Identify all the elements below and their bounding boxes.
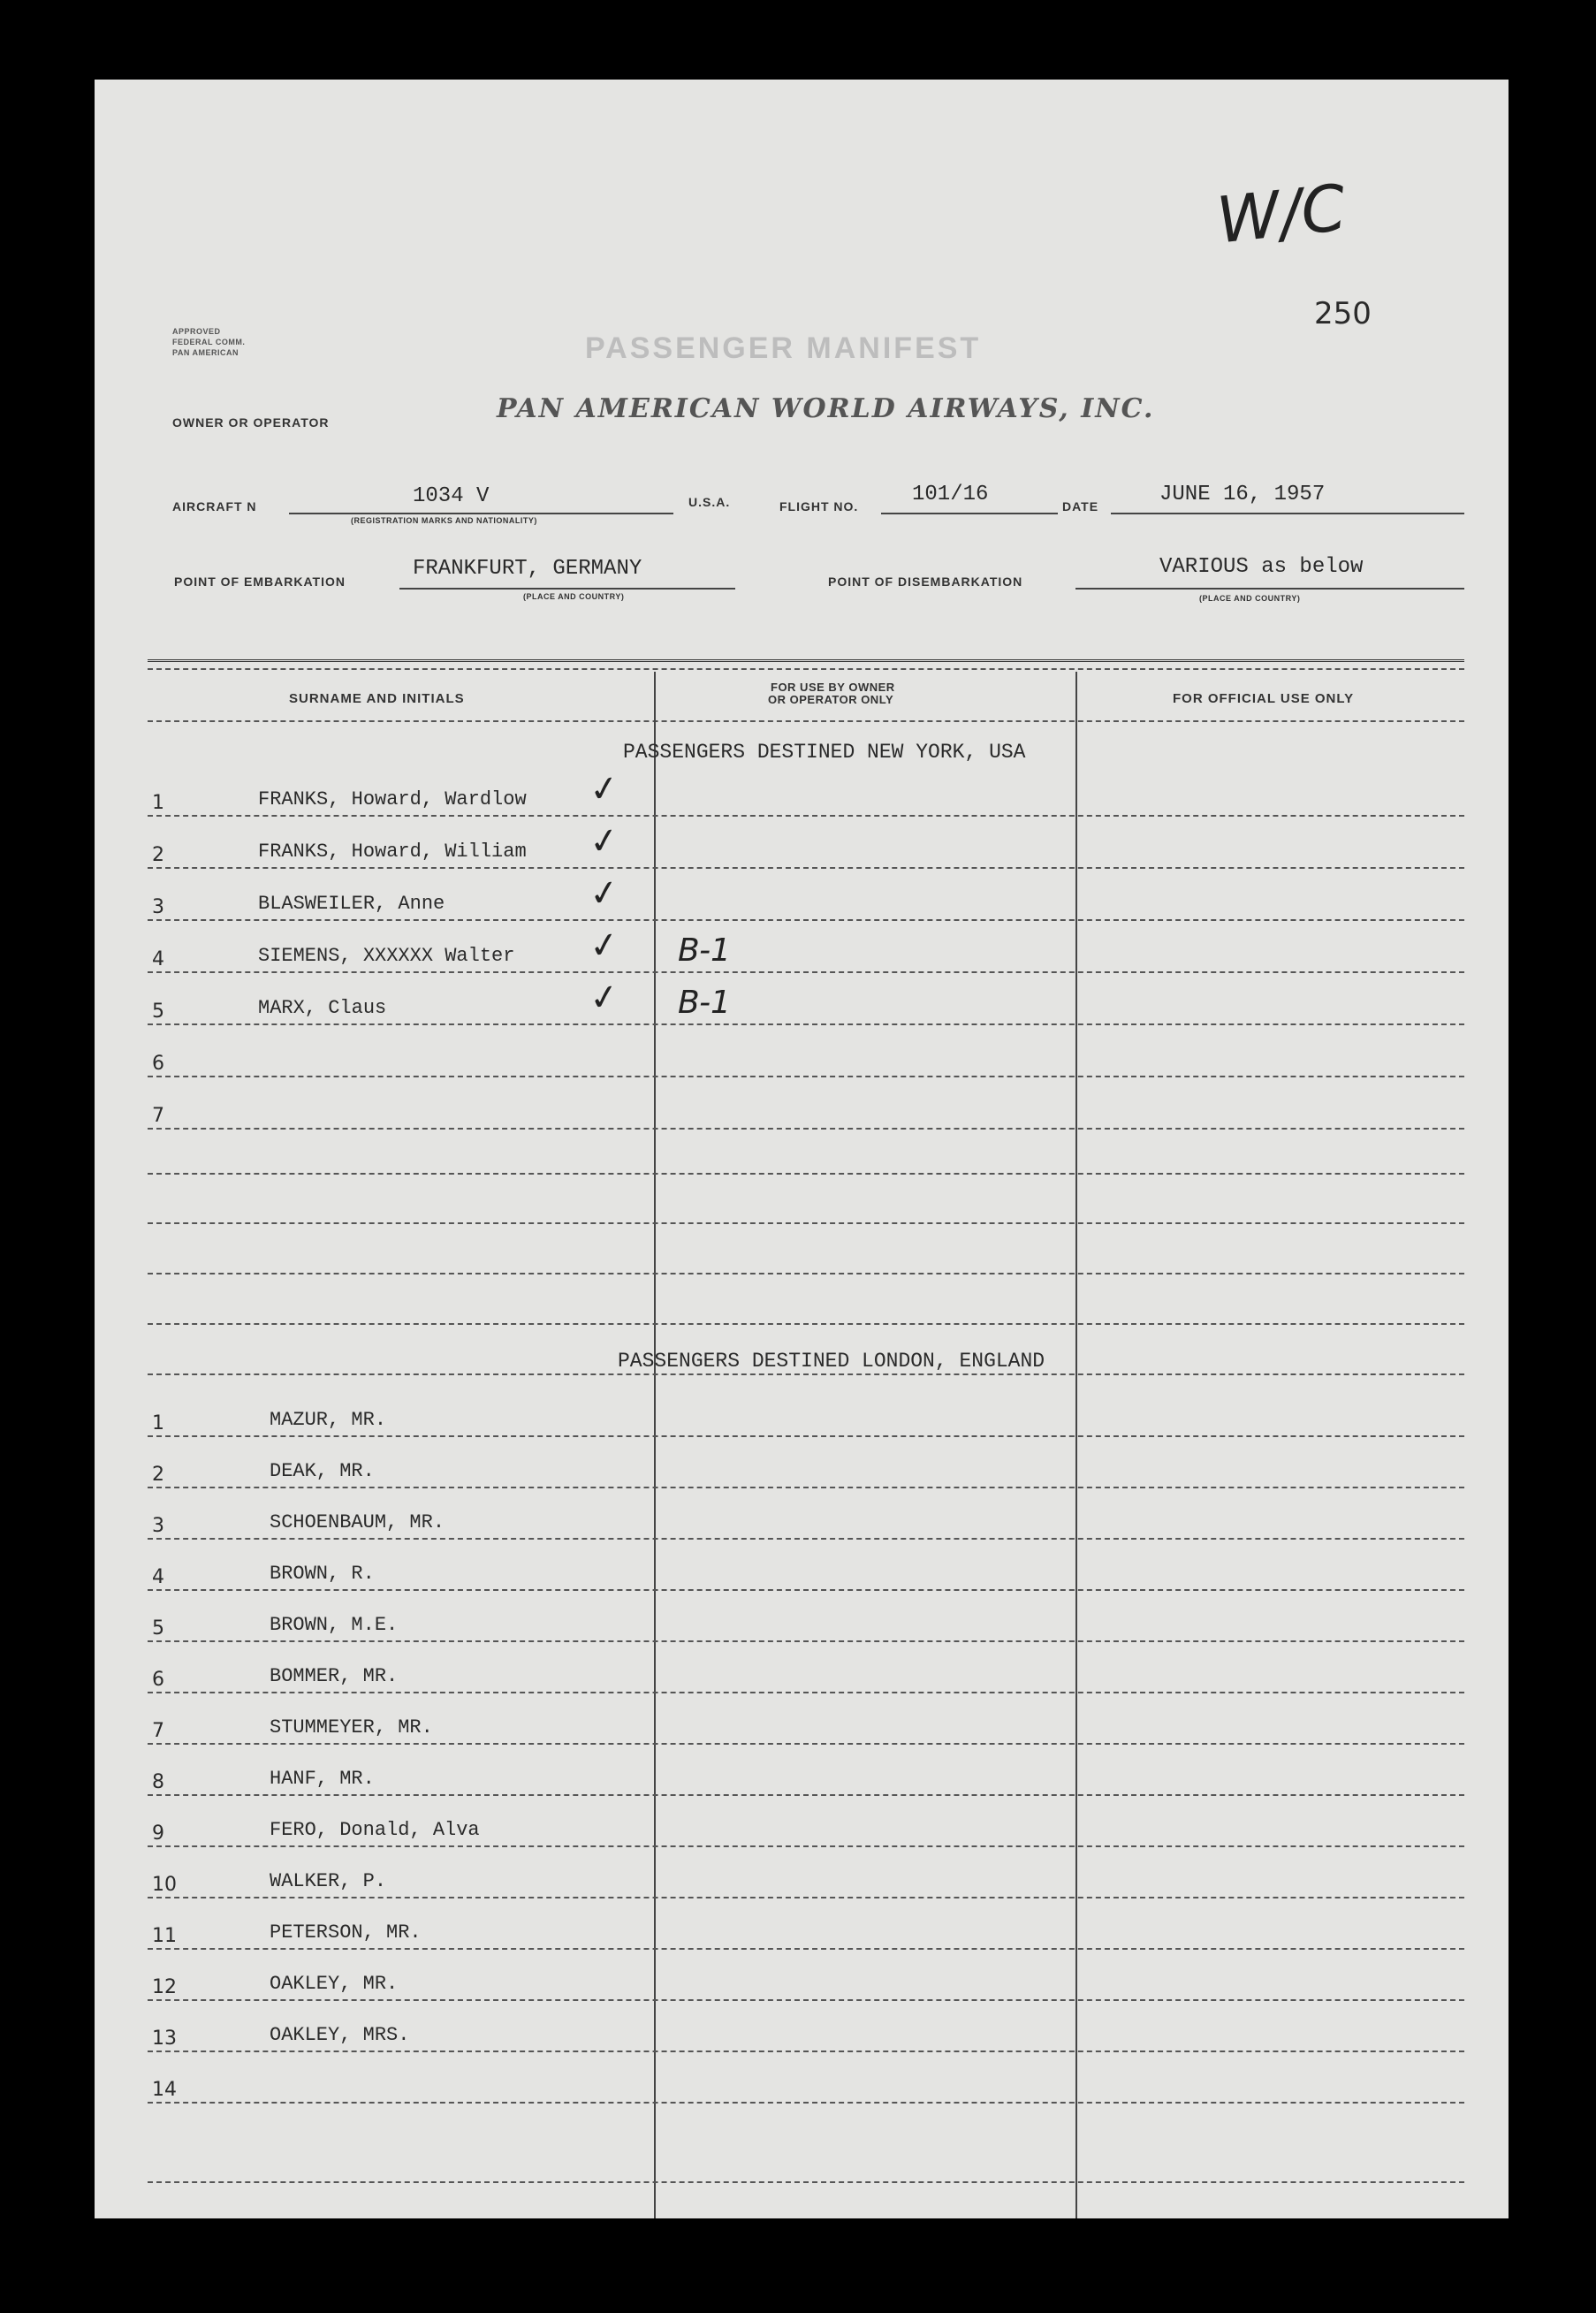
blank-rule-4 bbox=[148, 1323, 1464, 1325]
col-official-header: FOR OFFICIAL USE ONLY bbox=[1173, 691, 1355, 706]
row-number: 7 bbox=[152, 1720, 164, 1742]
page-number: 250 bbox=[1314, 296, 1372, 331]
passenger-name: MARX, Claus bbox=[258, 997, 387, 1019]
blank-rule-5 bbox=[148, 1373, 1464, 1375]
passenger-name: WALKER, P. bbox=[270, 1870, 387, 1892]
row-rule bbox=[148, 1692, 1464, 1693]
row-rule bbox=[148, 1897, 1464, 1898]
passenger-name: DEAK, MR. bbox=[270, 1460, 375, 1482]
approval-stamp-line-1: APPROVED bbox=[172, 327, 221, 336]
col-surname-header: SURNAME AND INITIALS bbox=[289, 691, 465, 706]
passenger-name: SCHOENBAUM, MR. bbox=[270, 1511, 445, 1533]
row-rule bbox=[148, 971, 1464, 973]
passenger-name: MAZUR, MR. bbox=[270, 1409, 387, 1431]
check-mark-icon: ✓ bbox=[586, 975, 622, 1021]
row-rule bbox=[148, 1487, 1464, 1488]
row-rule bbox=[148, 815, 1464, 817]
bottom-rule bbox=[148, 2181, 1464, 2183]
row-number: 11 bbox=[152, 1925, 177, 1947]
flight-value: 101/16 bbox=[912, 483, 989, 506]
table-top-rule bbox=[148, 659, 1464, 662]
aircraft-value: 1034 V bbox=[413, 484, 490, 508]
passenger-name: FRANKS, Howard, Wardlow bbox=[258, 788, 527, 810]
disembarkation-caption: (PLACE AND COUNTRY) bbox=[1199, 594, 1301, 603]
row-rule bbox=[148, 1794, 1464, 1796]
section-ny-heading: PASSENGERS DESTINED NEW YORK, USA bbox=[623, 741, 1026, 764]
embarkation-label: POINT OF EMBARKATION bbox=[174, 574, 346, 589]
passenger-name: FRANKS, Howard, William bbox=[258, 841, 527, 863]
passenger-name: SIEMENS, XXXXXX Walter bbox=[258, 945, 515, 967]
row-rule bbox=[148, 1435, 1464, 1437]
row-number: 1 bbox=[152, 792, 164, 814]
row-rule bbox=[148, 1128, 1464, 1130]
row-number: 14 bbox=[152, 2079, 177, 2101]
registration-caption: (REGISTRATION MARKS AND NATIONALITY) bbox=[351, 516, 537, 525]
row-rule bbox=[148, 2051, 1464, 2052]
section-london-heading: PASSENGERS DESTINED LONDON, ENGLAND bbox=[618, 1350, 1045, 1373]
owner-label: OWNER OR OPERATOR bbox=[172, 415, 330, 430]
row-number: 10 bbox=[152, 1874, 177, 1896]
check-mark-icon: ✓ bbox=[586, 818, 622, 864]
row-number: 13 bbox=[152, 2028, 177, 2050]
row-rule bbox=[148, 1845, 1464, 1847]
row-number: 6 bbox=[152, 1053, 164, 1075]
check-mark-icon: ✓ bbox=[586, 766, 622, 812]
aircraft-underline bbox=[289, 513, 673, 514]
row-number: 3 bbox=[152, 896, 164, 918]
col-divider-2 bbox=[1075, 672, 1077, 2218]
row-rule bbox=[148, 1538, 1464, 1540]
row-rule bbox=[148, 867, 1464, 869]
flight-underline bbox=[881, 513, 1058, 514]
embarkation-caption: (PLACE AND COUNTRY) bbox=[523, 592, 625, 601]
disembarkation-label: POINT OF DISEMBARKATION bbox=[828, 574, 1023, 589]
row-number: 2 bbox=[152, 1464, 164, 1486]
date-underline bbox=[1111, 513, 1464, 514]
date-label: DATE bbox=[1062, 499, 1099, 514]
usa-label: U.S.A. bbox=[688, 495, 731, 509]
row-rule bbox=[148, 1589, 1464, 1591]
date-value: JUNE 16, 1957 bbox=[1159, 483, 1326, 506]
owner-name: PAN AMERICAN WORLD AIRWAYS, INC. bbox=[497, 393, 1155, 424]
col-divider-1 bbox=[654, 672, 656, 2218]
disembarkation-value: VARIOUS as below bbox=[1159, 555, 1364, 579]
row-rule bbox=[148, 1948, 1464, 1950]
embarkation-value: FRANKFURT, GERMANY bbox=[413, 557, 642, 581]
row-number: 7 bbox=[152, 1105, 164, 1127]
row-number: 6 bbox=[152, 1669, 164, 1691]
row-rule bbox=[148, 1743, 1464, 1745]
row-number: 9 bbox=[152, 1822, 164, 1845]
passenger-name: OAKLEY, MR. bbox=[270, 1973, 399, 1995]
row-number: 5 bbox=[152, 1001, 164, 1023]
blank-rule-3 bbox=[148, 1273, 1464, 1274]
row-rule bbox=[148, 1999, 1464, 2001]
row-rule bbox=[148, 1023, 1464, 1025]
passenger-name: BOMMER, MR. bbox=[270, 1665, 399, 1687]
header-bottom-rule bbox=[148, 720, 1464, 722]
row-number: 4 bbox=[152, 948, 164, 970]
row-number: 5 bbox=[152, 1617, 164, 1640]
approval-stamp-line-3: PAN AMERICAN bbox=[172, 348, 239, 357]
col-owner-header-2: OR OPERATOR ONLY bbox=[768, 693, 894, 706]
row-rule bbox=[148, 1640, 1464, 1642]
passenger-name: STUMMEYER, MR. bbox=[270, 1716, 433, 1739]
passenger-name: OAKLEY, MRS. bbox=[270, 2024, 410, 2046]
check-mark-icon: ✓ bbox=[586, 923, 622, 969]
handwritten-code: W/C bbox=[1213, 170, 1349, 258]
row-rule bbox=[148, 1076, 1464, 1077]
manifest-page bbox=[95, 80, 1509, 2218]
passenger-name: HANF, MR. bbox=[270, 1768, 375, 1790]
blank-rule-2 bbox=[148, 1222, 1464, 1224]
disembarkation-underline bbox=[1075, 588, 1464, 590]
passenger-name: BROWN, M.E. bbox=[270, 1614, 399, 1636]
passenger-name: BROWN, R. bbox=[270, 1563, 375, 1585]
row-rule bbox=[148, 919, 1464, 921]
flight-label: FLIGHT NO. bbox=[779, 499, 859, 514]
col-owner-header-1: FOR USE BY OWNER bbox=[771, 681, 895, 694]
check-mark-icon: ✓ bbox=[586, 871, 622, 917]
row-rule bbox=[148, 2102, 1464, 2104]
blank-rule-1 bbox=[148, 1173, 1464, 1175]
passenger-name: PETERSON, MR. bbox=[270, 1921, 422, 1944]
visa-class-mark: B-1 bbox=[678, 932, 731, 969]
embarkation-underline bbox=[399, 588, 735, 590]
aircraft-label: AIRCRAFT N bbox=[172, 499, 257, 514]
manifest-title: PASSENGER MANIFEST bbox=[585, 331, 982, 365]
passenger-name: BLASWEILER, Anne bbox=[258, 893, 445, 915]
row-number: 1 bbox=[152, 1412, 164, 1434]
approval-stamp-line-2: FEDERAL COMM. bbox=[172, 338, 246, 346]
row-number: 2 bbox=[152, 844, 164, 866]
passenger-name: FERO, Donald, Alva bbox=[270, 1819, 480, 1841]
row-number: 3 bbox=[152, 1515, 164, 1537]
row-number: 8 bbox=[152, 1771, 164, 1793]
visa-class-mark: B-1 bbox=[678, 985, 731, 1021]
row-number: 4 bbox=[152, 1566, 164, 1588]
table-top-rule-2 bbox=[148, 668, 1464, 670]
row-number: 12 bbox=[152, 1976, 177, 1998]
